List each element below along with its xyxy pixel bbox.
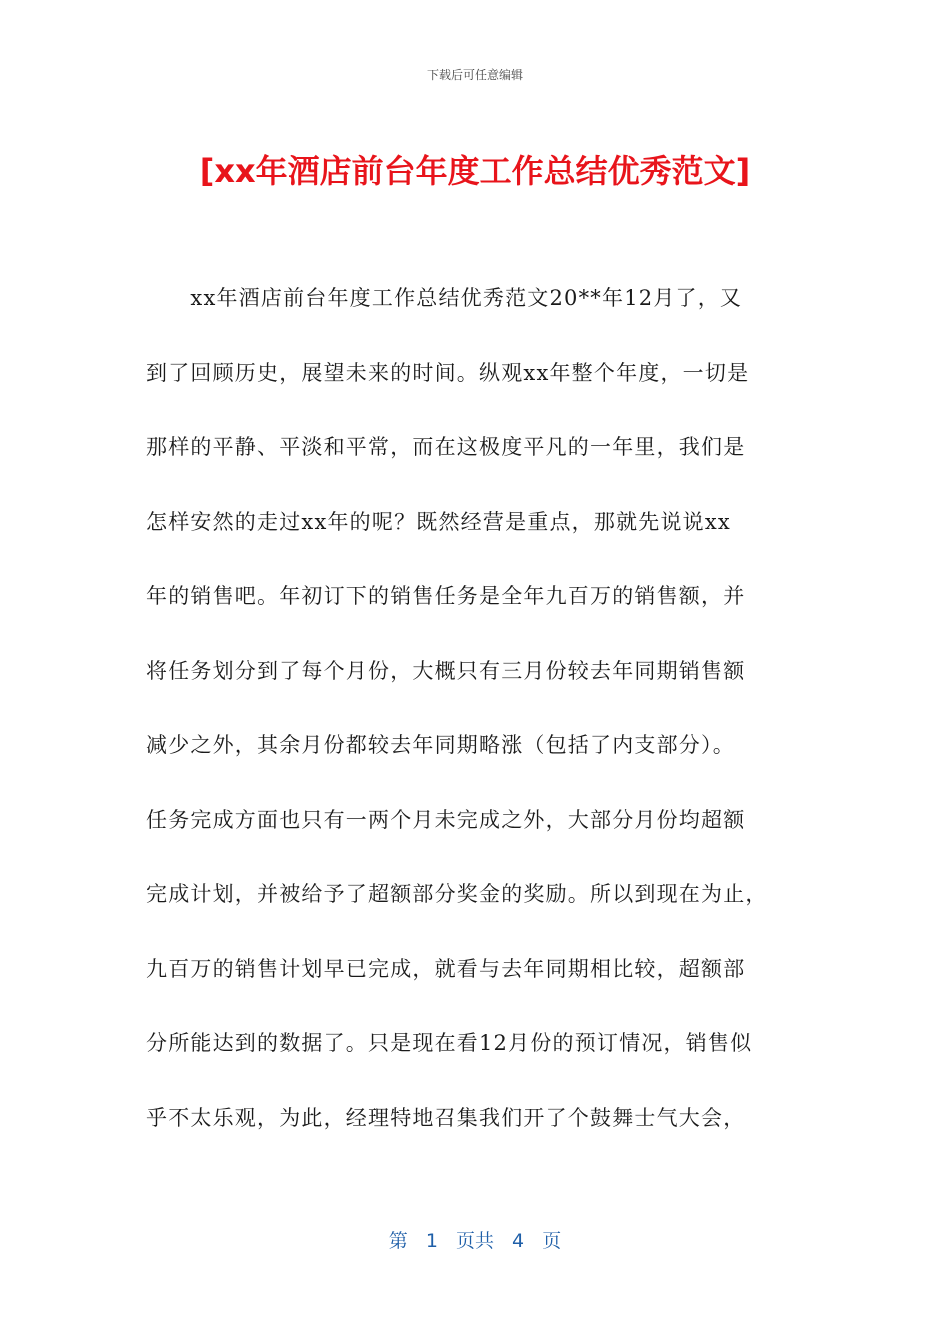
footer-page-label: 第 bbox=[388, 1230, 408, 1252]
body-line: 任务完成方面也只有一两个月未完成之外，大部分月份均超额 bbox=[146, 807, 746, 832]
body-line: xx年酒店前台年度工作总结优秀范文20**年12月了，又 bbox=[146, 286, 743, 310]
footer-current-page: 1 bbox=[425, 1230, 438, 1252]
page-footer bbox=[0, 1226, 950, 1253]
footer-total-label: 页共 bbox=[455, 1230, 494, 1252]
body-line: 减少之外，其余月份都较去年同期略涨（包括了内支部分）。 bbox=[146, 733, 735, 757]
body-text bbox=[146, 276, 806, 1170]
body-line: 到了回顾历史，展望未来的时间。纵观xx年整个年度，一切是 bbox=[146, 360, 750, 385]
body-line: 分所能达到的数据了。只是现在看12月份的预订情况，销售似 bbox=[146, 1031, 753, 1055]
footer-end-label: 页 bbox=[542, 1230, 562, 1252]
body-line: 那样的平静、平淡和平常，而在这极度平凡的一年里，我们是 bbox=[146, 435, 746, 459]
body-line: 九百万的销售计划早已完成，就看与去年同期相比较，超额部 bbox=[146, 956, 746, 981]
body-line: 将任务划分到了每个月份，大概只有三月份较去年同期销售额 bbox=[146, 658, 746, 683]
document-title: [xx年酒店前台年度工作总结优秀范文] bbox=[199, 152, 751, 190]
body-line: 完成计划，并被给予了超额部分奖金的奖励。所以到现在为止， bbox=[146, 882, 768, 906]
header-note: 下载后可任意编辑 bbox=[426, 68, 523, 82]
body-line: 乎不太乐观，为此，经理特地召集我们开了个鼓舞士气大会， bbox=[146, 1105, 746, 1130]
body-line: 年的销售吧。年初订下的销售任务是全年九百万的销售额，并 bbox=[146, 584, 746, 608]
footer-total-pages: 4 bbox=[512, 1230, 525, 1252]
body-line: 怎样安然的走过xx年的呢？既然经营是重点，那就先说说xx bbox=[146, 509, 731, 534]
